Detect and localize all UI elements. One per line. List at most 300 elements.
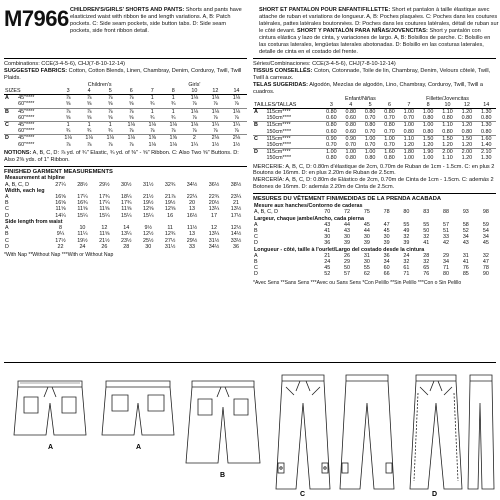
measurement-value: 13¼ <box>208 206 220 213</box>
measurement-value: 80 <box>403 209 410 216</box>
yardage-value: 0.80 <box>380 108 399 115</box>
measurement-value: 59 <box>482 221 489 228</box>
view-letter: B <box>4 108 17 115</box>
fabric-width: 150cm**** <box>266 115 292 122</box>
measurement-value: 13¼ <box>208 231 220 238</box>
yardage-value: 0.60 <box>326 128 337 135</box>
yardage-value: 1⅛ <box>205 108 226 115</box>
divider <box>4 58 247 59</box>
yardage-value: 0.80 <box>322 122 341 129</box>
measurement-value: 11⅝ <box>55 206 66 213</box>
measurement-value: 54 <box>482 227 489 234</box>
yardage-value: 1.00 <box>399 108 418 115</box>
fabric-width: 45"**** <box>17 95 58 102</box>
fabrics-title-en: SUGGESTED FABRICS: <box>4 67 68 74</box>
measurement-value: 12⅝ <box>142 206 154 213</box>
yardage-value: 1⅛ <box>100 135 121 142</box>
measurement-value: 30 <box>363 258 370 265</box>
yardage-value: 0.70 <box>345 141 356 148</box>
measurement-value: 19½ <box>142 200 154 207</box>
size-7: 7 <box>399 102 418 109</box>
yardage-value: 1.10 <box>438 108 457 115</box>
yardage-value: 2.10 <box>477 149 496 156</box>
measurement-value: 30½ <box>121 181 132 188</box>
yardage-value: 1.20 <box>461 155 473 162</box>
yardage-value: ⅞ <box>107 141 113 148</box>
yardage-value: 1⅛ <box>121 121 142 128</box>
measurement-value: 34 <box>482 234 489 241</box>
view-letter: B <box>254 258 258 265</box>
yardage-value: 1¼ <box>205 121 226 128</box>
desc-spanish: Short y pantalón con cintura elástica y lazo de cinta, y variaciones de largo. A, B: Bolsillos de parche. C: Bolsillo en las costuras laterales, lengüetas laterales abotonadas. D: Bolsillo en las costuras laterales, detalle de cinta en el costado del frente. <box>259 28 491 55</box>
yardage-value: 1.10 <box>438 122 457 129</box>
measurement-value: 31 <box>363 252 370 259</box>
yardage-value: 1.00 <box>419 108 438 115</box>
size-4: 4 <box>79 88 100 95</box>
description-english <box>70 7 247 35</box>
measurement-value: 42 <box>443 240 450 247</box>
measurement-value: 16¾ <box>77 200 88 207</box>
yardage-value: 1.60 <box>477 135 496 142</box>
measurement-value: 41 <box>423 240 430 247</box>
yardage-row <box>253 115 496 122</box>
measurement-value: 45 <box>324 265 331 272</box>
measurement-value: 11 <box>167 225 173 232</box>
measurement-value: 39 <box>403 240 410 247</box>
measurement-value: 45 <box>383 227 390 234</box>
yardage-value: ⅞ <box>192 101 197 108</box>
view-a-back-sketch <box>102 381 174 435</box>
view-letters: A, B, C, D <box>5 181 29 188</box>
view-letter: D <box>5 212 9 219</box>
yardage-value: 1⅛ <box>163 121 184 128</box>
yardage-value: ⅞ <box>79 108 100 115</box>
measurement-value: 12 <box>210 225 217 232</box>
yardage-value: 1⅝ <box>142 135 163 142</box>
yardage-value: ⅞ <box>213 101 218 108</box>
yardage-value: 1.10 <box>399 135 418 142</box>
measurement-value: 8 <box>59 225 63 232</box>
measurement-value: 22 <box>57 243 64 250</box>
yardage-value: 0.70 <box>364 141 376 148</box>
fabric-width: 60"**** <box>18 114 35 121</box>
label-b: B <box>220 472 226 479</box>
yardage-value: 1.60 <box>380 149 399 156</box>
measurement-value: 18¼ <box>121 194 132 201</box>
tissus-list: Coton, Cotonnade, Toile de lin, Chambray, Denim, Velours côtelé, Twill, Twill à carreaux. <box>253 67 491 81</box>
yardage-value: ⅞ <box>234 128 239 135</box>
measurement-value: 52 <box>462 227 469 234</box>
fabric-width: 60"**** <box>18 141 35 148</box>
measurement-value: 22¾ <box>208 194 220 201</box>
yardage-value: ⅝ <box>128 114 134 121</box>
measurement-value: 11⅝ <box>99 231 110 238</box>
view-a-front-sketch <box>14 381 86 435</box>
fabric-width: 115cm**** <box>265 122 321 129</box>
measurement-value: 13½ <box>230 206 242 213</box>
fabric-width: 115cm**** <box>265 135 321 142</box>
measurement-value: 88 <box>443 209 450 216</box>
measurement-heading: Width, each leg <box>5 187 45 194</box>
measurement-value: 36 <box>383 252 390 259</box>
measurement-value: 47 <box>383 221 390 228</box>
measurement-value: 38½ <box>230 181 242 188</box>
yardage-value: 0.80 <box>461 115 473 122</box>
measurement-value: 23½ <box>121 237 132 244</box>
measurement-value: 41 <box>324 227 331 234</box>
size-10: 10 <box>438 102 457 109</box>
fabric-width: 45"**** <box>17 121 58 128</box>
size-12: 12 <box>205 88 226 95</box>
yardage-value: 2 <box>184 135 205 142</box>
yardage-value: 1.10 <box>442 155 453 162</box>
measurement-value: 33½ <box>230 237 242 244</box>
fabric-width: 115cm**** <box>265 108 321 115</box>
yardage-value: ⅝ <box>107 114 113 121</box>
view-c-back-sketch <box>340 375 394 489</box>
measurement-value: 14¼ <box>55 212 66 219</box>
measurement-value: 21 <box>324 252 331 259</box>
view-letter: C <box>254 234 258 241</box>
measurement-value: 36 <box>232 243 239 250</box>
yardage-row <box>4 101 247 108</box>
merceria: MERCERÍA: A, B, C, D: 0.80m de Elástico de 2cm, 0.70m de Cinta de 1cm - 1.5cm. C: además 2 Botones de 16mm. D: además 2.20m de Cinta de 2.5cm. <box>253 177 494 191</box>
measurement-value: 24 <box>79 243 86 250</box>
telas-title: TELAS SUGERIDAS: <box>253 81 309 88</box>
size-8: 8 <box>419 102 438 109</box>
label-a-back: A <box>136 444 142 451</box>
measurement-value: 71 <box>443 265 450 272</box>
sizes-label: SIZES <box>4 88 58 95</box>
view-c-front-sketch <box>276 375 330 489</box>
yardage-value: 0.60 <box>345 115 356 122</box>
measurement-value: 26 <box>344 252 351 259</box>
yardage-value: ⅞ <box>58 95 79 102</box>
yardage-table-en <box>4 82 247 148</box>
yardage-value: 0.80 <box>341 108 360 115</box>
measurement-value: 11½ <box>187 225 198 232</box>
measurement-value: 24 <box>324 258 331 265</box>
measurement-value: 93 <box>462 209 469 216</box>
yardage-value: 0.70 <box>364 115 376 122</box>
measurement-value: 31½ <box>142 181 154 188</box>
yardage-value: 1.00 <box>380 135 399 142</box>
view-letter: D <box>254 271 258 278</box>
pattern-number: M7966 <box>4 6 69 31</box>
measurement-value: 39 <box>363 240 370 247</box>
yardage-value: 1.00 <box>422 155 434 162</box>
yardage-value: 0.70 <box>403 115 415 122</box>
measurement-heading: Mesure aux hanches/Contorno de caderas <box>254 203 363 210</box>
yardage-value: 2⅛ <box>205 135 226 142</box>
yardage-value: 1.00 <box>341 149 360 156</box>
measurement-value: 32 <box>403 258 410 265</box>
fabric-width: 150cm**** <box>266 141 292 148</box>
telas <box>253 82 496 96</box>
measurement-value: 31½ <box>208 237 220 244</box>
finished-table-en <box>4 175 247 249</box>
finished-title-fr: MESURES DU VÊTEMENT FINI/MEDIDAS DE LA PRENDA ACABADA <box>253 196 442 203</box>
measurement-value: 29½ <box>186 237 198 244</box>
yardage-value: 1.00 <box>322 149 341 156</box>
measurement-value: 39 <box>383 240 390 247</box>
yardage-value: 1⅛ <box>79 135 100 142</box>
view-d-back-sketch <box>468 375 494 489</box>
size-5: 5 <box>360 102 379 109</box>
measurement-value: 20 <box>189 200 196 207</box>
size-12: 12 <box>457 102 476 109</box>
size-8: 8 <box>163 88 184 95</box>
measurement-value: 47 <box>482 258 489 265</box>
view-letter: B <box>253 122 265 129</box>
measurement-value: 15¼ <box>121 212 132 219</box>
view-letter: A <box>254 252 258 259</box>
measurement-value: 43 <box>462 240 469 247</box>
measurement-value: 23¼ <box>230 194 242 201</box>
yardage-value: ⅞ <box>86 141 92 148</box>
measurement-heading: Side length from waist <box>5 218 63 225</box>
measurement-value: 45 <box>482 240 489 247</box>
view-letter: B <box>5 231 9 238</box>
yardage-value: 0.80 <box>442 128 453 135</box>
yardage-value: 1.40 <box>481 141 492 148</box>
yardage-value: ⅞ <box>79 95 100 102</box>
measurement-value: 44 <box>363 227 370 234</box>
measurement-value: 28 <box>123 243 130 250</box>
fabric-width: 60"**** <box>18 101 35 108</box>
yardage-value: 0.90 <box>322 135 341 142</box>
measurement-value: 19½ <box>77 237 88 244</box>
notions-text-en: A, B, C, D: ⅞ yd. of ¾" Elastic, ¾ yd. of ⅜" - ⅝" Ribbon. C: Also Two ⅝" Buttons. D: Also 2⅜ yds. of 1" Ribbon. <box>4 149 239 163</box>
measurement-value: 57 <box>443 221 450 228</box>
yardage-value: ⅞ <box>121 95 142 102</box>
yardage-value: 1⅝ <box>163 135 184 142</box>
yardage-value: 0.80 <box>461 128 473 135</box>
measurement-value: 39 <box>344 240 351 247</box>
header <box>4 6 499 55</box>
yardage-row <box>253 108 496 115</box>
view-letter: D <box>5 243 9 250</box>
measurement-value: 30 <box>145 243 152 250</box>
yardage-row <box>4 128 247 135</box>
measurement-value: 29½ <box>99 181 110 188</box>
yardage-value: 0.80 <box>384 155 395 162</box>
desc-french: Short et pantalon à taille élastique avec attache de ruban et variations de longueur. A, B: Poches plaquées. C: Poches dans les coutures latérales, pattes latérales boutonnées. D: Poches dans les coutures latérales, détail de ruban sur le côté devant. <box>259 7 499 34</box>
yardage-value: 1.00 <box>419 122 438 129</box>
sizes-header-row <box>253 102 496 109</box>
view-d-front-sketch <box>410 375 462 489</box>
measurement-value: 45 <box>363 221 370 228</box>
measurement-value: 32 <box>403 234 410 241</box>
yardage-row <box>4 142 247 148</box>
view-letter <box>4 128 17 135</box>
measurement-value: 34½ <box>186 181 198 188</box>
measurement-value: 9¼ <box>56 231 65 238</box>
yardage-value: 0.70 <box>384 115 395 122</box>
yardage-value: 0.80 <box>422 115 434 122</box>
view-letter: C <box>5 237 9 244</box>
measurement-value: 55 <box>403 221 410 228</box>
yardage-value: ⅞ <box>213 128 218 135</box>
measurement-value: 51 <box>443 227 450 234</box>
group-children: Children's <box>87 81 112 88</box>
yardage-value: 0.60 <box>345 128 356 135</box>
measurement-value: 85 <box>462 271 469 278</box>
view-letter <box>4 142 17 148</box>
measurement-value: 17½ <box>230 212 242 219</box>
yardage-value: 1.00 <box>403 155 415 162</box>
measurement-value: 17¼ <box>77 194 88 201</box>
yardage-value: ¾ <box>86 128 92 135</box>
title-spanish: SHORT Y PANTALÓN PARA NIÑAS/JOVENCITAS: <box>296 28 428 34</box>
view-b-front-sketch <box>186 381 260 463</box>
view-letter <box>253 115 265 122</box>
measurement-value: 33 <box>189 243 196 250</box>
measurement-value: 33 <box>443 234 450 241</box>
view-letter: C <box>5 206 9 213</box>
yardage-value: 0.90 <box>341 135 360 142</box>
desc-english: Shorts and pants have elasticized waist with ribbon tie and length variations. A, B: Patch pockets. C: Side seam pockets, side button tabs. D: Side seam pockets, side front ribbon detail. <box>70 7 242 34</box>
size-6: 6 <box>380 102 399 109</box>
measurement-value: 19½ <box>164 200 176 207</box>
measurement-value: 12½ <box>142 231 154 238</box>
yardage-value: ¾ <box>107 128 113 135</box>
measurement-value: 36½ <box>208 181 220 188</box>
measurement-value: 80 <box>443 271 450 278</box>
yardage-value: ⅞ <box>192 128 197 135</box>
yardage-value: 2.00 <box>438 149 457 156</box>
measurement-value: 12¾ <box>164 231 176 238</box>
label-d: D <box>432 491 438 497</box>
yardage-value: 1⅛ <box>184 95 205 102</box>
yardage-value: ⅞ <box>121 108 142 115</box>
measurement-value: 21½ <box>99 237 110 244</box>
yardage-value: 0.80 <box>364 155 376 162</box>
yardage-value: 0.80 <box>422 128 434 135</box>
yardage-value: 0.80 <box>481 128 492 135</box>
title-english: CHILDREN'S/GIRLS' SHORTS AND PANTS: <box>70 7 185 13</box>
measurement-value: 31½ <box>164 243 176 250</box>
size-14: 14 <box>477 102 496 109</box>
tissus-title: TISSUS CONSEILLÉS: <box>253 67 313 74</box>
yardage-value: ¾ <box>171 114 176 121</box>
measurement-value: 32 <box>482 252 489 259</box>
yardage-value: ⅞ <box>128 128 134 135</box>
measurement-value: 30 <box>383 234 390 241</box>
view-letter: A <box>5 194 9 201</box>
yardage-value: ⅞ <box>234 114 239 121</box>
measurement-value: 16⅝ <box>55 200 66 207</box>
measurement-value: 34 <box>462 234 469 241</box>
measurement-value: 34 <box>383 258 390 265</box>
notions-en <box>4 150 247 164</box>
view-letter: A <box>253 108 265 115</box>
measurement-value: 15¼ <box>142 212 154 219</box>
measurement-value: 34 <box>443 258 450 265</box>
combinations-en: Combinations: CCE(3-4-5-6), CHJ(7-8-10-12-14) <box>4 61 125 67</box>
measurement-value: 12 <box>101 225 108 232</box>
yardage-value: 0.80 <box>345 155 356 162</box>
finished-table-fr <box>253 203 496 277</box>
divider <box>253 58 496 59</box>
measurement-value: 41 <box>462 258 469 265</box>
measurement-value: 20½ <box>208 200 220 207</box>
view-letter: D <box>254 240 258 247</box>
measurement-value: 15¼ <box>99 212 110 219</box>
measurement-value: 14½ <box>230 231 242 238</box>
yardage-value: 1.30 <box>481 155 492 162</box>
measurement-value: 17¾ <box>121 200 132 207</box>
measurement-value: 60 <box>383 265 390 272</box>
yardage-value: ⅝ <box>65 114 71 121</box>
measurement-value: 90 <box>482 271 489 278</box>
yardage-value: 1¼ <box>226 121 247 128</box>
measurement-value: 14 <box>123 225 130 232</box>
yardage-value: 0.80 <box>341 122 360 129</box>
yardage-value: ¾ <box>65 128 71 135</box>
footnote-fr: *Avec Sens **Sans Sens ***Avec ou Sans Sens *Con Pelillo **Sin Pelillo ***Con o Sin Pelillo <box>253 279 462 286</box>
measurement-value: 62 <box>363 271 370 278</box>
size-14: 14 <box>226 88 247 95</box>
yardage-value: ⅝ <box>65 101 71 108</box>
measurement-value: 58 <box>462 221 469 228</box>
view-letter: B <box>5 200 9 207</box>
view-letter: A <box>4 95 17 102</box>
mercerie: MERCERIE: A, B, C, D: 0.80m d'élastique de 2cm, 0.70m de Ruban de 1cm - 1.5cm. C: en plus 2 Boutons de 16mm. D: en plus 2.20m de Ruban de 2.5cm. <box>253 163 495 177</box>
measurement-value: 13¼ <box>121 231 132 238</box>
measurement-value: 61 <box>403 265 410 272</box>
sizes-header-row <box>4 88 247 95</box>
measurement-value: 29 <box>344 258 351 265</box>
yardage-value: 0.70 <box>364 128 376 135</box>
size-3: 3 <box>58 88 79 95</box>
measurement-value: 21½ <box>142 194 154 201</box>
sizes-label: TAILLES/TALLAS <box>253 102 322 109</box>
measurement-value: 34½ <box>208 243 220 250</box>
measurement-value: 27¼ <box>55 181 66 188</box>
size-5: 5 <box>100 88 121 95</box>
measurement-value: 52 <box>324 271 331 278</box>
size-7: 7 <box>142 88 163 95</box>
view-letter <box>253 129 265 136</box>
measurement-value: 11⅝ <box>121 206 132 213</box>
yardage-value: ⅝ <box>107 101 113 108</box>
size-10: 10 <box>184 88 205 95</box>
measurement-heading: Measurement at hipline <box>5 175 65 182</box>
label-a: A <box>48 444 54 451</box>
yardage-value: 1.00 <box>399 122 418 129</box>
yardage-row <box>253 142 496 149</box>
yardage-value: 1⅛ <box>169 141 178 148</box>
yardage-value: 0.70 <box>384 141 395 148</box>
measurement-value: 50 <box>344 265 351 272</box>
yardage-value: ⅞ <box>58 108 79 115</box>
measurement-value: 16 <box>167 212 174 219</box>
yardage-row <box>253 149 496 156</box>
yardage-value: 1 <box>100 121 121 128</box>
fabric-width: 150cm**** <box>266 155 292 162</box>
view-letter: A <box>254 221 258 228</box>
yardage-value: 1.50 <box>438 135 457 142</box>
measurement-row <box>253 271 496 277</box>
measurement-value: 17¼ <box>99 200 110 207</box>
measurement-value: 9½ <box>144 225 152 232</box>
measurement-value: 43 <box>344 227 351 234</box>
yardage-value: 1⅛ <box>184 121 205 128</box>
notions-title-en: NOTIONS: <box>4 149 32 156</box>
measurement-value: 17 <box>210 212 217 219</box>
measurement-value: 78 <box>383 209 390 216</box>
